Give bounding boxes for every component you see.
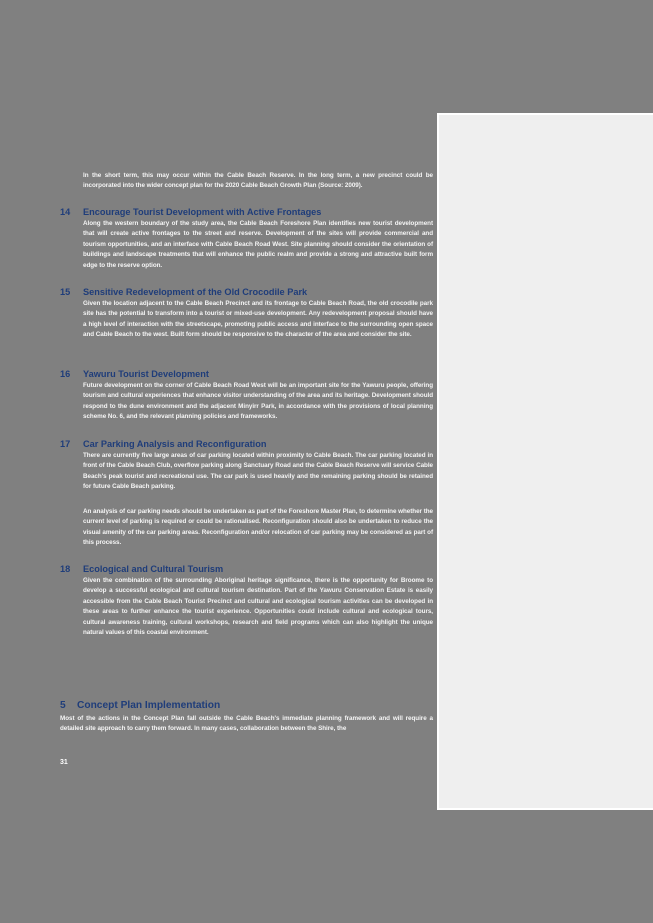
section-title: Encourage Tourist Development with Active Frontages xyxy=(83,207,322,217)
section-title: Car Parking Analysis and Reconfiguration xyxy=(83,439,267,449)
section-18-paragraph: Given the combination of the surrounding Aboriginal heritage significance, there is the opportunity for Broome to develop a successful ecological and cultural tourism destination. Part of the Yawuru Conservation Estate is easily accessible from the Cable Beach Tourist Precinct and cultural and ecological tourism activities can be developed in these areas to further enhance the tourist experience. Opportunities could include cultural and ecological tours, cultural awareness training, cultural workshops, research and field programs which can also highlight the unique natural values of this coastal environment. xyxy=(83,577,433,637)
section-number: 17 xyxy=(60,439,71,449)
section-heading-17 xyxy=(60,438,266,450)
section-heading-18 xyxy=(60,563,223,575)
section-heading-14 xyxy=(60,206,321,218)
section-title: Sensitive Redevelopment of the Old Crocodile Park xyxy=(83,287,308,297)
section-title: Ecological and Cultural Tourism xyxy=(83,564,224,574)
section-number: 18 xyxy=(60,564,71,574)
section-title: Yawuru Tourist Development xyxy=(83,369,209,379)
main-section-paragraph: Most of the actions in the Concept Plan fall outside the Cable Beach's immediate planning framework and will require a detailed site approach to carry them forward. In many cases, collaboration between the Shire, the xyxy=(60,715,433,733)
section-title: Concept Plan Implementation xyxy=(77,700,221,711)
section-17-paragraph-1: There are currently five large areas of car parking located within proximity to Cable Beach. The car parking located in front of the Cable Beach Club, overflow parking along Sanctuary Road and the Cable Beach Reserve will service Cable Beach's peak tourist and recreational use. The car park is used heavily and the remaining parking should be retained for future Cable Beach parking. xyxy=(83,452,433,491)
side-panel xyxy=(437,113,653,810)
section-17-paragraph-2: An analysis of car parking needs should be undertaken as part of the Foreshore Master Plan, to determine whether the current level of parking is required or could be rationalised. Reconfiguration should also be undertaken to reduce the visual amenity of the car parking areas. Reconfiguration and/or relocation of car parking may be considered as part of this process. xyxy=(83,508,433,547)
main-section-heading xyxy=(60,700,220,712)
section-number: 5 xyxy=(60,700,66,711)
section-heading-16 xyxy=(60,368,209,380)
section-15-paragraph: Given the location adjacent to the Cable Beach Precinct and its frontage to Cable Beach Road, the old crocodile park site has the potential to transform into a tourist or mixed-use development. Any redevelopment proposal should have a high level of interaction with the streetscape, promoting public access and interface to the surrounding open space and Cable Beach to the west. Built form should be responsive to the character of the area and consider the site. xyxy=(83,300,433,339)
intro-paragraph: In the short term, this may occur within the Cable Beach Reserve. In the long term, a new precinct could be incorporated into the wider concept plan for the 2020 Cable Beach Growth Plan (Source: 2009). xyxy=(83,172,433,190)
section-number: 15 xyxy=(60,287,71,297)
section-16-paragraph: Future development on the corner of Cable Beach Road West will be an important site for the Yawuru people, offering tourism and cultural experiences that enhance visitor understanding of the area and its heritage. Development should respond to the dune environment and the adjacent Minyirr Park, in accordance with the provisions of local planning scheme No. 6, and the relevant planning policies and frameworks. xyxy=(83,382,433,421)
section-heading-15 xyxy=(60,286,307,298)
section-number: 16 xyxy=(60,369,71,379)
section-14-paragraph: Along the western boundary of the study area, the Cable Beach Foreshore Plan identifies new tourist development that will create active frontages to the street and reserve. Development of the sites will provide commercial and tourism opportunities, and an interface with Cable Beach Road West. Site planning should consider the orientation of buildings and landscape treatments that will enhance the public realm and provide a strong and attractive built form edge to the reserve option. xyxy=(83,220,433,269)
section-number: 14 xyxy=(60,207,71,217)
page-number: 31 xyxy=(60,759,68,766)
